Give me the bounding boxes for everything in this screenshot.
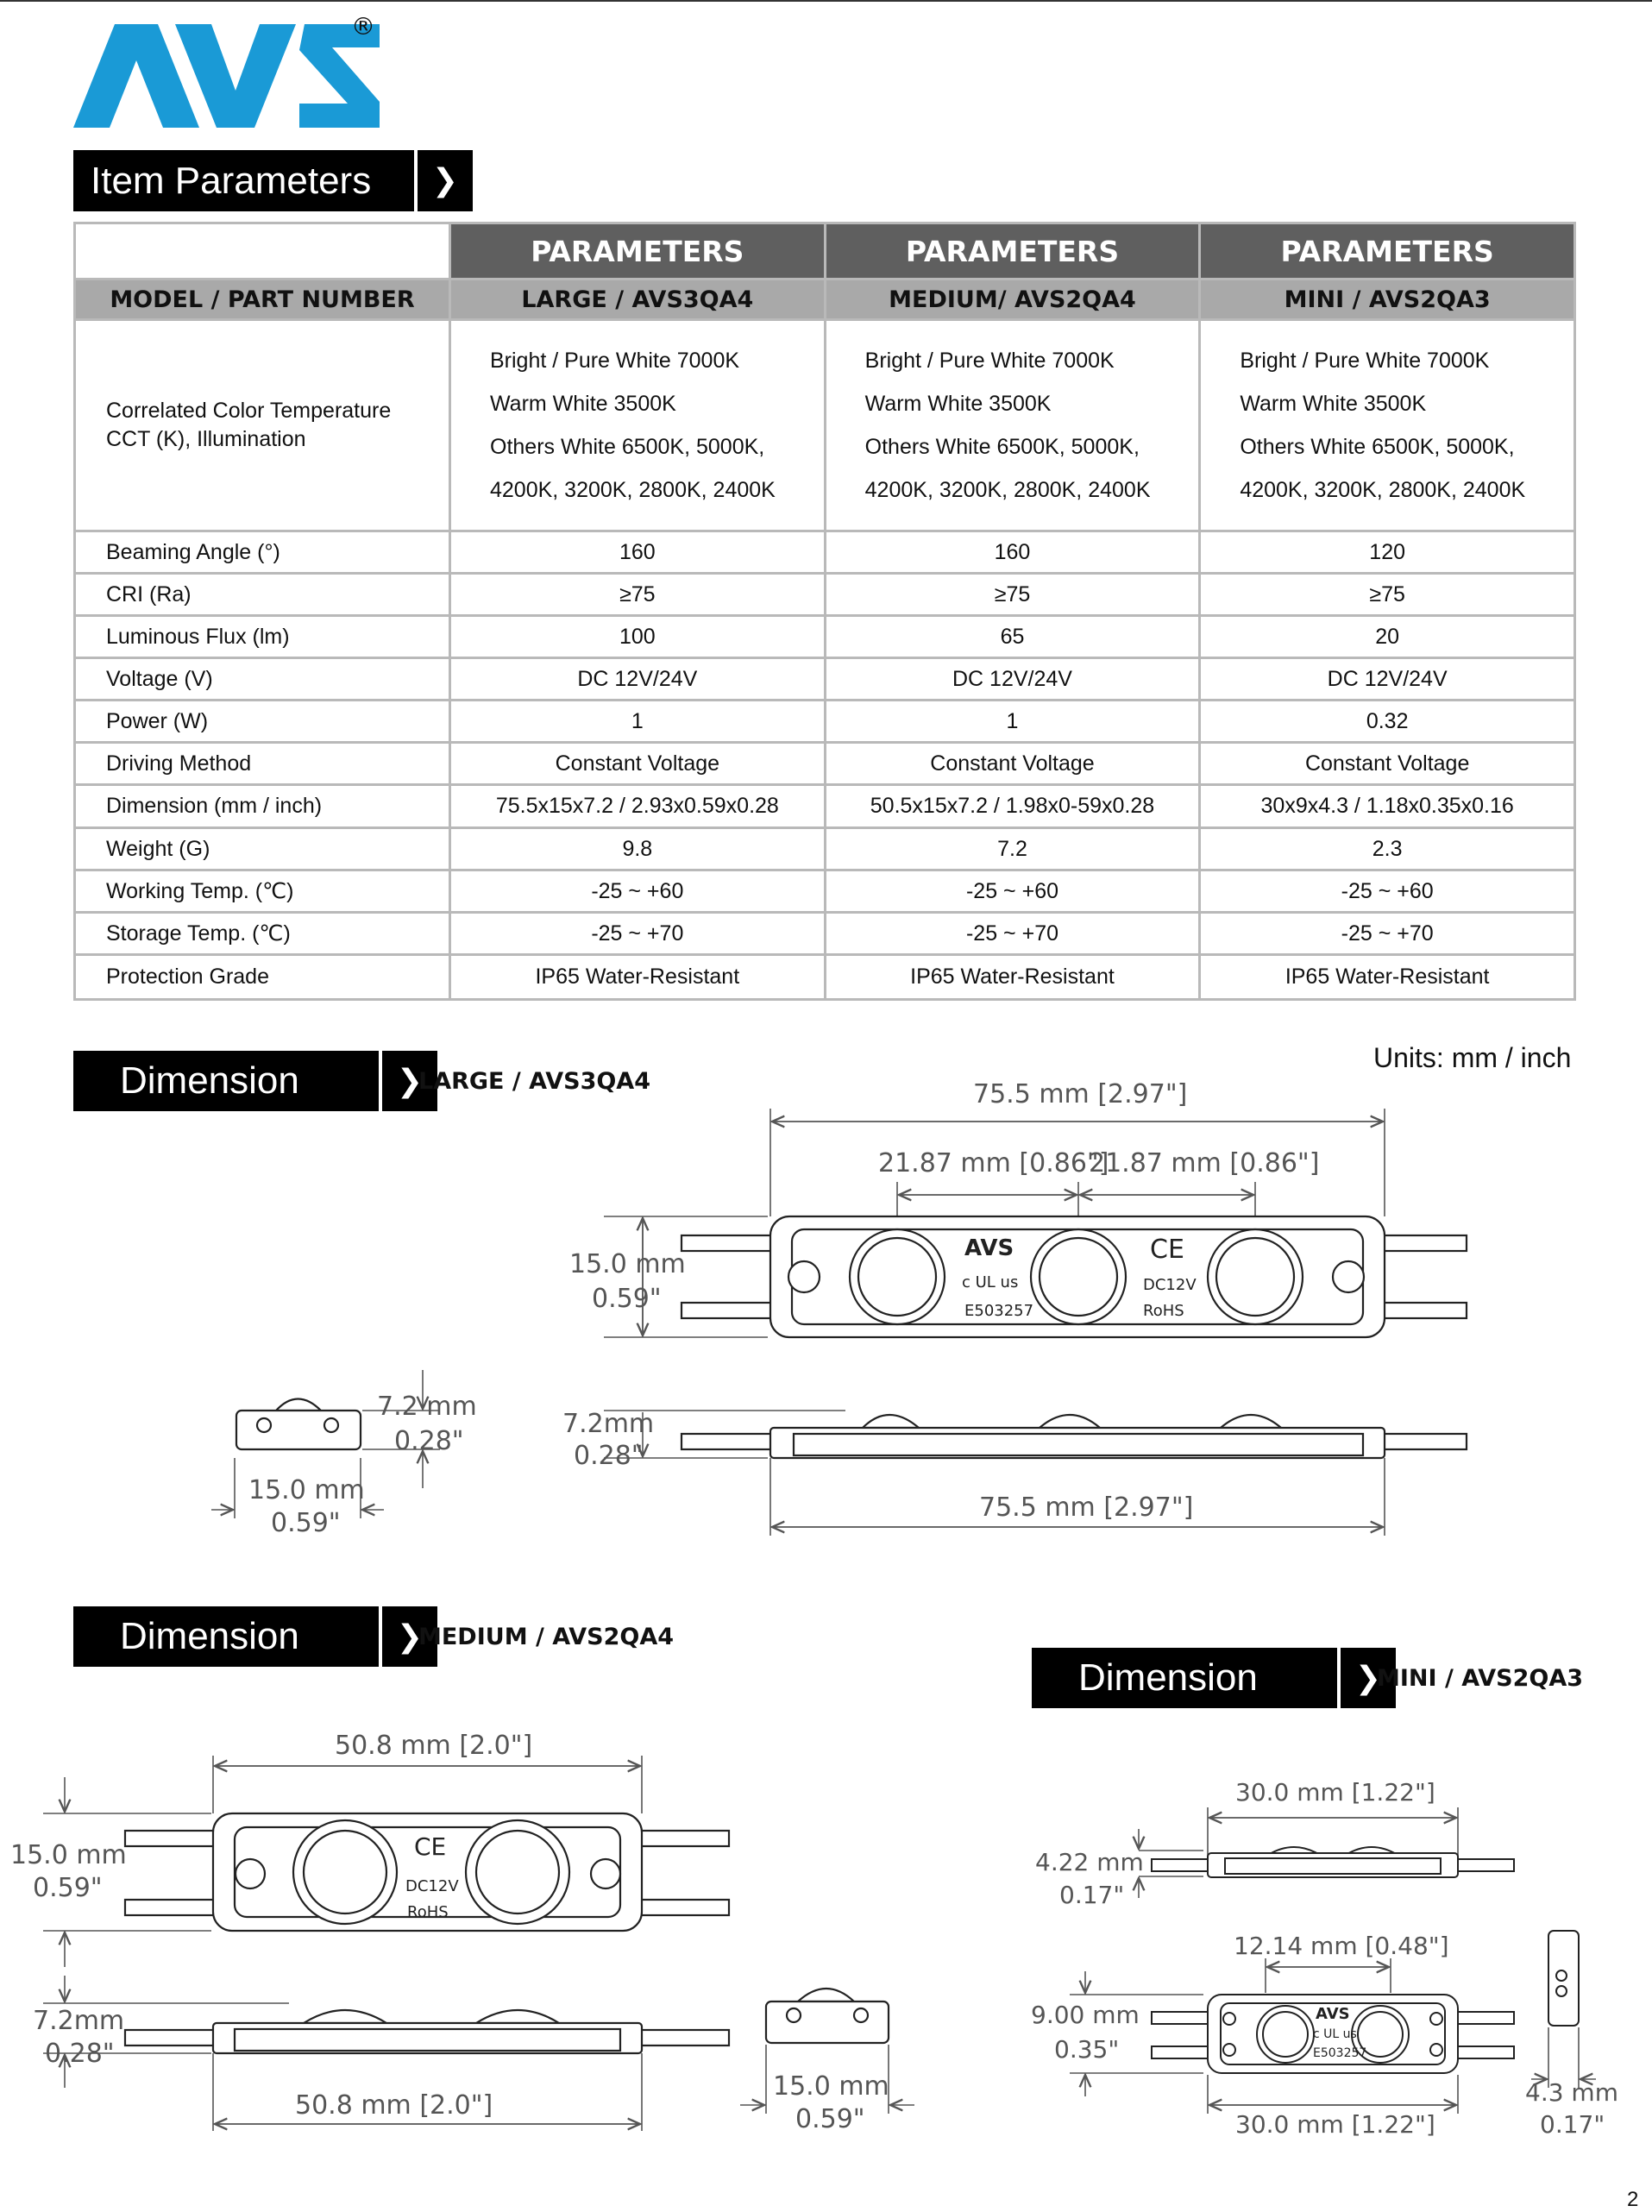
chevron-right-icon: ❯ — [418, 150, 473, 211]
large-cert-mark: E503257 — [964, 1302, 1034, 1320]
mini-width-mm: 9.00 mm — [1031, 2001, 1140, 2029]
model-label: MODEL / PART NUMBER — [75, 280, 450, 320]
registered-mark: ® — [351, 12, 375, 41]
cct-line: Others White 6500K, 5000K, — [864, 435, 1140, 459]
model-medium: MEDIUM/ AVS2QA4 — [825, 280, 1200, 320]
cct-label-line2: CCT (K), Illumination — [106, 427, 306, 451]
row-value: -25 ~ +70 — [825, 913, 1200, 955]
row-value: -25 ~ +60 — [825, 870, 1200, 913]
row-value: 120 — [1200, 531, 1575, 574]
row-value: 65 — [825, 616, 1200, 658]
item-parameters-title: Item Parameters — [73, 150, 414, 211]
cct-line: Bright / Pure White 7000K — [864, 349, 1115, 373]
large-end-height-mm: 7.2 mm — [377, 1392, 477, 1422]
cct-line: 4200K, 3200K, 2800K, 2400K — [864, 478, 1151, 502]
large-height-mm: 7.2mm — [562, 1409, 655, 1439]
cct-label-line1: Correlated Color Temperature — [106, 399, 392, 423]
large-module-side — [682, 1415, 1467, 1458]
row-value: Constant Voltage — [1200, 743, 1575, 785]
row-value: 0.32 — [1200, 701, 1575, 743]
mini-height-mm: 4.22 mm — [1035, 1848, 1144, 1876]
header-parameters-large: PARAMETERS — [450, 223, 826, 280]
large-end-width-in: 0.59" — [271, 1508, 341, 1538]
large-height-in: 0.28" — [574, 1441, 644, 1471]
large-ul-mark: c UL us — [962, 1273, 1019, 1291]
mini-module-side — [1152, 1847, 1514, 1877]
row-value: Constant Voltage — [450, 743, 826, 785]
row-value: DC 12V/24V — [1200, 658, 1575, 701]
row-value: 30x9x4.3 / 1.18x0.35x0.16 — [1200, 785, 1575, 828]
large-end-height-in: 0.28" — [394, 1426, 464, 1456]
row-label: Dimension (mm / inch) — [75, 785, 450, 828]
row-value: 9.8 — [450, 828, 826, 870]
row-label: Protection Grade — [75, 955, 450, 1000]
large-ce-mark: CE — [1150, 1235, 1184, 1265]
mini-width-in: 0.35" — [1054, 2035, 1120, 2064]
medium-bottom-length: 50.8 mm [2.0"] — [295, 2090, 493, 2121]
page-number: 2 — [1627, 2188, 1639, 2211]
row-value: 1 — [450, 701, 826, 743]
row-value: 1 — [825, 701, 1200, 743]
row-value: 160 — [450, 531, 826, 574]
row-label: Voltage (V) — [75, 658, 450, 701]
large-bottom-length: 75.5 mm [2.97"] — [979, 1492, 1194, 1523]
row-label: Power (W) — [75, 701, 450, 743]
row-value: Constant Voltage — [825, 743, 1200, 785]
row-value: IP65 Water-Resistant — [450, 955, 826, 1000]
row-value: 20 — [1200, 616, 1575, 658]
large-rohs-mark: RoHS — [1143, 1302, 1184, 1320]
dimension-mini-header — [1032, 1648, 1396, 1708]
row-label: Luminous Flux (lm) — [75, 616, 450, 658]
row-label: Storage Temp. (℃) — [75, 913, 450, 955]
row-value: -25 ~ +70 — [450, 913, 826, 955]
large-pitch2-label: 21.87 mm [0.86"] — [1089, 1148, 1320, 1178]
dimension-mini-model: MINI / AVS2QA3 — [1377, 1665, 1584, 1692]
mini-brand-mark: AVS — [1316, 2005, 1350, 2023]
chevron-right-icon: ❯ — [382, 1051, 437, 1111]
row-value: 160 — [825, 531, 1200, 574]
row-value: ≥75 — [825, 574, 1200, 616]
row-value: IP65 Water-Resistant — [825, 955, 1200, 1000]
medium-ce-mark: CE — [414, 1832, 447, 1861]
large-pitch1-label: 21.87 mm [0.86"] — [878, 1148, 1109, 1178]
row-value: 2.3 — [1200, 828, 1575, 870]
medium-width-in: 0.59" — [33, 1873, 103, 1903]
medium-rohs-mark: RoHS — [407, 1903, 449, 1921]
medium-height-mm: 7.2mm — [33, 2006, 125, 2036]
large-end-width-mm: 15.0 mm — [248, 1475, 365, 1505]
row-label: CRI (Ra) — [75, 574, 450, 616]
dimension-medium-model: MEDIUM / AVS2QA4 — [418, 1624, 675, 1650]
model-large: LARGE / AVS3QA4 — [450, 280, 826, 320]
row-value: DC 12V/24V — [450, 658, 826, 701]
dimension-large-title: Dimension — [73, 1051, 379, 1111]
medium-width-mm: 15.0 mm — [10, 1840, 127, 1870]
row-label: Working Temp. (℃) — [75, 870, 450, 913]
dimension-medium-title: Dimension — [73, 1606, 379, 1667]
cct-line: Others White 6500K, 5000K, — [1240, 435, 1515, 459]
row-label: Driving Method — [75, 743, 450, 785]
cct-line: Warm White 3500K — [1240, 392, 1427, 416]
row-value: -25 ~ +70 — [1200, 913, 1575, 955]
row-value: -25 ~ +60 — [1200, 870, 1575, 913]
cct-line: Warm White 3500K — [490, 392, 676, 416]
header-parameters-medium: PARAMETERS — [825, 223, 1200, 280]
mini-module-end — [1548, 1931, 1579, 2026]
chevron-right-icon: ❯ — [1341, 1648, 1396, 1708]
large-dc-mark: DC12V — [1143, 1276, 1197, 1294]
large-module-top — [682, 1216, 1467, 1337]
row-value: -25 ~ +60 — [450, 870, 826, 913]
large-width-mm: 15.0 mm — [569, 1249, 686, 1279]
row-value: 75.5x15x7.2 / 2.93x0.59x0.28 — [450, 785, 826, 828]
row-label: Weight (G) — [75, 828, 450, 870]
dimension-large-model: LARGE / AVS3QA4 — [418, 1068, 650, 1095]
large-length-label: 75.5 mm [2.97"] — [973, 1079, 1188, 1109]
chevron-right-icon: ❯ — [382, 1606, 437, 1667]
medium-end-width-in: 0.59" — [795, 2104, 865, 2134]
large-module-end — [236, 1399, 361, 1450]
cct-line: Warm White 3500K — [864, 392, 1052, 416]
mini-cert-mark: E503257 — [1313, 2046, 1367, 2060]
mini-ul-mark: c UL us — [1313, 2027, 1357, 2041]
medium-length-label: 50.8 mm [2.0"] — [335, 1731, 533, 1761]
units-label: Units: mm / inch — [1373, 1042, 1572, 1073]
header-parameters-mini: PARAMETERS — [1200, 223, 1575, 280]
medium-end-width-mm: 15.0 mm — [773, 2071, 889, 2102]
cct-line: Bright / Pure White 7000K — [1240, 349, 1490, 373]
dimension-medium-header — [73, 1606, 437, 1667]
mini-bottom-length: 30.0 mm [1.22"] — [1235, 2110, 1435, 2139]
cct-line: 4200K, 3200K, 2800K, 2400K — [490, 478, 776, 502]
model-mini: MINI / AVS2QA3 — [1200, 280, 1575, 320]
mini-end-in: 0.17" — [1540, 2110, 1605, 2139]
row-value: DC 12V/24V — [825, 658, 1200, 701]
cct-line: Others White 6500K, 5000K, — [490, 435, 765, 459]
row-value: ≥75 — [1200, 574, 1575, 616]
large-brand-mark: AVS — [964, 1235, 1014, 1261]
mini-pitch: 12.14 mm [0.48"] — [1234, 1932, 1449, 1960]
medium-height-in: 0.28" — [45, 2039, 115, 2069]
cct-line: Bright / Pure White 7000K — [490, 349, 740, 373]
mini-end-mm: 4.3 mm — [1525, 2078, 1618, 2107]
row-label: Beaming Angle (°) — [75, 531, 450, 574]
large-width-in: 0.59" — [592, 1284, 662, 1314]
row-value: IP65 Water-Resistant — [1200, 955, 1575, 1000]
mini-top-length: 30.0 mm [1.22"] — [1235, 1778, 1435, 1807]
row-value: ≥75 — [450, 574, 826, 616]
row-value: 50.5x15x7.2 / 1.98x0-59x0.28 — [825, 785, 1200, 828]
medium-module-end — [766, 1989, 889, 2043]
mini-height-in: 0.17" — [1059, 1881, 1125, 1909]
medium-dc-mark: DC12V — [405, 1877, 459, 1895]
row-value: 100 — [450, 616, 826, 658]
row-value: 7.2 — [825, 828, 1200, 870]
cct-line: 4200K, 3200K, 2800K, 2400K — [1240, 478, 1526, 502]
dimension-mini-title: Dimension — [1032, 1648, 1337, 1708]
medium-module-side — [125, 2010, 729, 2053]
